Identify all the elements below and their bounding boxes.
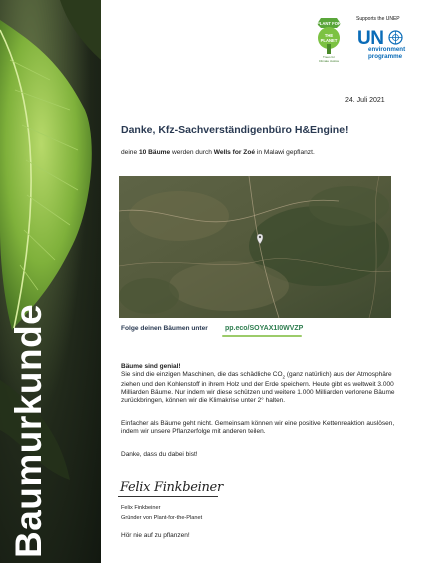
unep-name: environment programme — [368, 46, 406, 60]
svg-text:PLANT FOR: PLANT FOR — [317, 21, 341, 26]
paragraph-thanks: Danke, dass du dabei bist! — [121, 451, 198, 458]
tree-tracking-link[interactable]: pp.eco/SOYAX1I0WVZP — [225, 325, 304, 332]
un-emblem-icon — [388, 30, 403, 45]
certificate-subline: deine 10 Bäume werden durch Wells for Zoé in Malawi gepflanzt. — [121, 149, 315, 156]
svg-text:Trees for: Trees for — [323, 55, 335, 59]
signature: Felix Finkbeiner — [120, 480, 223, 495]
satellite-map[interactable] — [119, 176, 391, 318]
leaf-photo-panel — [0, 0, 101, 563]
sidebar-title: Baumurkunde — [8, 303, 49, 558]
signer-name: Felix Finkbeiner — [121, 505, 161, 511]
certificate-heading: Danke, Kfz-Sachverständigenbüro H&Engine! — [121, 124, 349, 136]
link-underline — [222, 335, 302, 337]
closing-line: Hör nie auf zu pflanzen! — [121, 532, 190, 539]
certificate-date: 24. Juli 2021 — [345, 97, 385, 104]
unep-mark: UN — [357, 28, 384, 49]
svg-text:THE: THE — [324, 33, 334, 38]
signer-role: Gründer von Plant-for-the-Planet — [121, 515, 203, 521]
svg-text:PLANET: PLANET — [320, 38, 338, 43]
paragraph-trees-genius: Bäume sind genial! Sie sind die einzigen Maschinen, die das schädliche $CO_2$ (ganz natürlich) aus der Atmosphäre ziehen und den Kohlenstoff in ihrem Holz und der Erde speichern. Heute gibt es weltweit 3.000 Milliarden Bäume. Nur indem wir diese schützen und weitere 1.000 Milliarden verlorene Bäume zurückbringen, können wir die Klimakrise unter 2° halten. — [121, 363, 395, 405]
signature-line — [118, 496, 218, 497]
follow-label: Folge deinen Bäumen unter — [121, 325, 208, 332]
unep-support-label: Supports the UNEP — [356, 16, 400, 22]
svg-text:Climate Justice: Climate Justice — [318, 59, 340, 63]
paragraph-chain-reaction: Einfacher als Bäume geht nicht. Gemeinsam können wir eine positive Kettenreaktion auslösen, indem wir unsere Pflanzerfolge mit anderen teilen. — [121, 420, 395, 435]
plant-for-the-planet-logo — [307, 14, 351, 64]
